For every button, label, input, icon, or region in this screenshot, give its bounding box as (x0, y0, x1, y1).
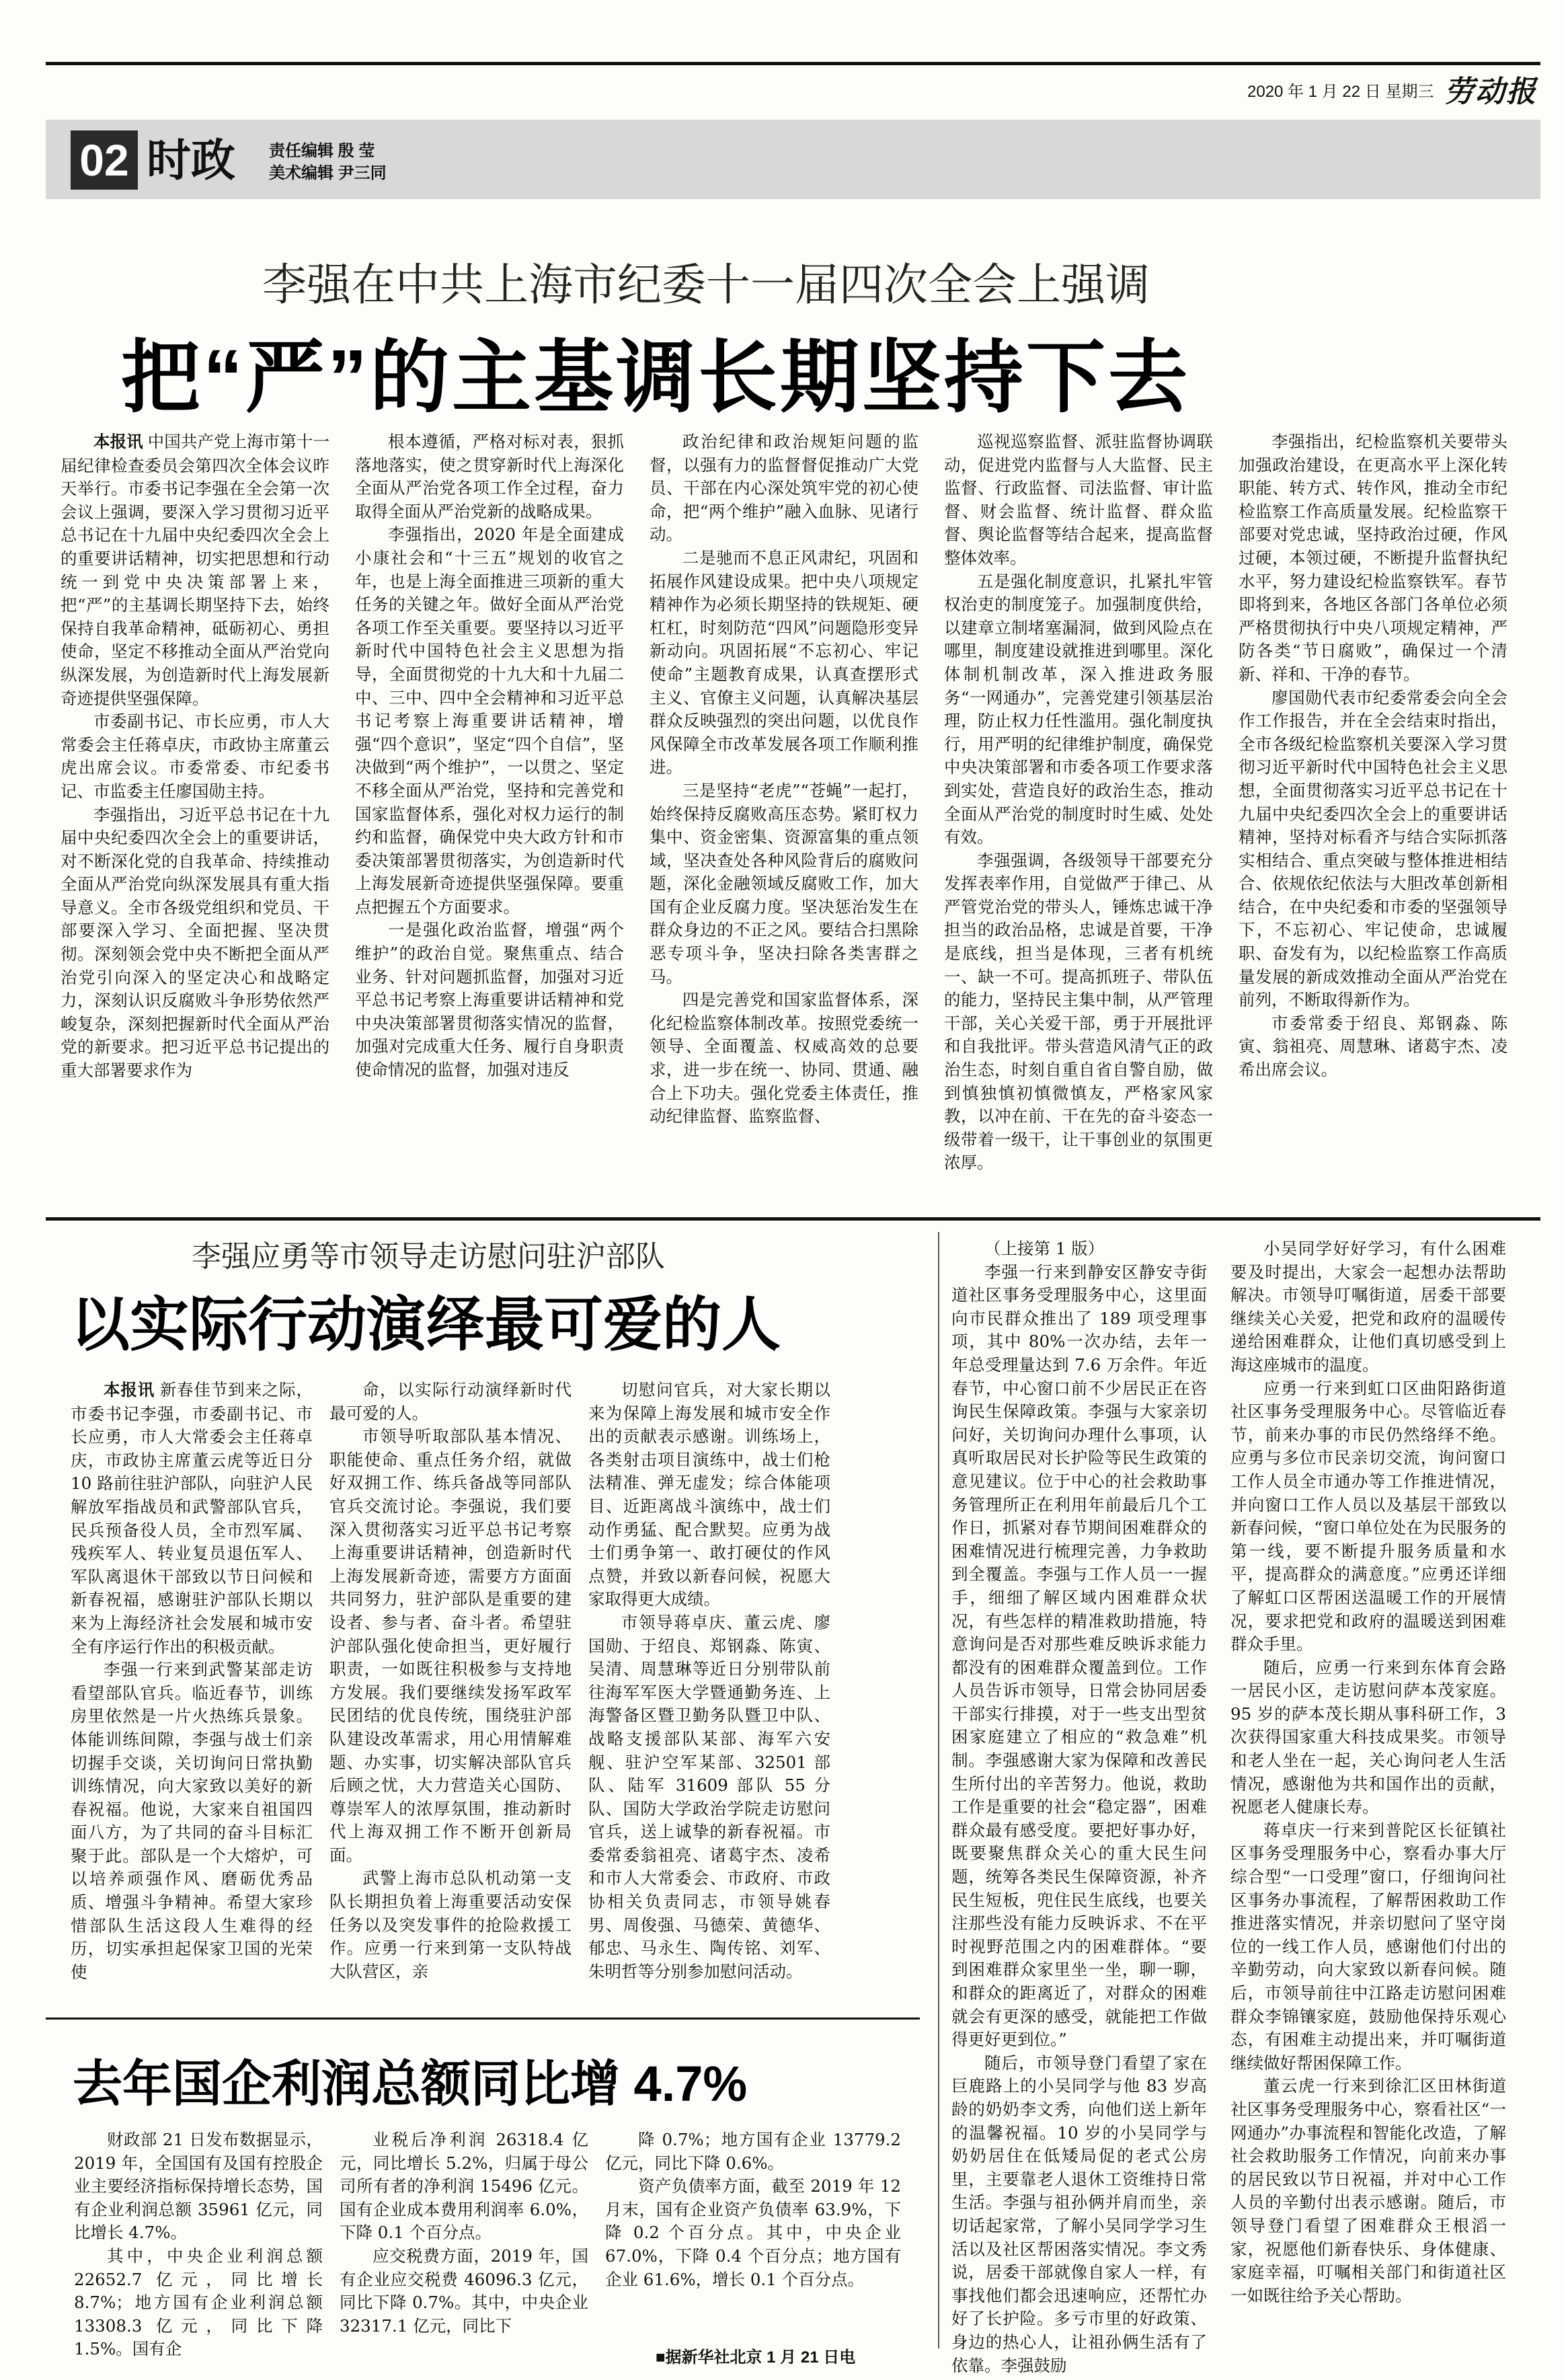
article3-headline: 去年国企利润总额同比增 4.7% (73, 2056, 748, 2112)
paragraph: 应交税费方面，2019 年，国有企业应交税费 46096.3 亿元，同比下降 0.7%。其中，中央企业 32317.1 亿元，同比下 (340, 2245, 588, 2336)
article2-column (588, 1379, 830, 2011)
paragraph: 本报讯 中国共产党上海市第十一届纪律检查委员会第四次全体会议昨天举行。市委书记李强在全会第一次会议上强调，要深入学习贯彻习近平总书记在十九届中央纪委四次全会上的重要讲话精神，切实把思想和行动统一到党中央决策部署上来，把“严”的主基调长期坚持下去，始终保持自我革命精神，砥砺初心、勇担使命，坚定不移推动全面从严治党向纵深发展，为创造新时代上海发展新奇迹提供坚强保障。 (61, 432, 330, 708)
paragraph: 应勇一行来到虹口区曲阳路街道社区事务受理服务中心。尽管临近春节，前来办事的市民仍然络绎不绝。应勇与多位市民亲切交流，询问窗口工作人员全市通办等工作推进情况，并向窗口工作人员以及基层干部致以新春问候，“窗口单位处在为民服务的第一线，要不断提升服务质量和水平，提高群众的满意度。”应勇还详细了解虹口区帮困送温暖工作的开展情况，要求把党和政府的温暖送到困难群众手里。 (1230, 1378, 1506, 1654)
paper-logo: 劳动报 (1444, 75, 1537, 109)
paragraph: 李强一行来到武警某部走访看望部队官兵。临近春节，训练房里依然是一片火热练兵景象。体能训练间隙，李强与战士们亲切握手交谈，关切询问日常执勤训练情况，向大家致以美好的新春祝福。他说，大家来自祖国四面八方，为了共同的奋斗目标汇聚于此。部队是一个大熔炉，可以培养顽强作风、磨砺优秀品质、增强斗争精神。希望大家珍惜部队生活这段人生难得的经历，切实承担起保家卫国的光荣使 (71, 1660, 313, 1982)
paragraph: 市委常委于绍良、郑钢淼、陈寅、翁祖亮、周慧琳、诸葛宇杰、凌希出席会议。 (1239, 1013, 1508, 1080)
article3-column (74, 2128, 323, 2371)
dateline: 本报讯 (104, 1381, 160, 1399)
top-rule (46, 62, 1540, 65)
paragraph: 一是强化政治监督，增强“两个维护”的政治自觉。聚焦重点、结合业务、针对问题抓监督，加强对习近平总书记考察上海重要讲话精神和党中央决策部署贯彻落实情况的监督，加强对完成重大任务、履行自身职责使命情况的监督，加强对违反 (355, 920, 624, 1080)
paragraph: 巡视巡察监督、派驻监督协调联动，促进党内监督与人大监督、民主监督、行政监督、司法监督、审计监督、财会监督、统计监督、群众监督、舆论监督等结合起来，提高监督整体效率。 (944, 432, 1213, 568)
paragraph: 随后，应勇一行来到东体育会路一居民小区，走访慰问萨本茂家庭。95 岁的萨本茂长期从事科研工作，3 次获得国家重大科技成果奖。市领导和老人坐在一起，关心询问老人生活情况，感谢他为共和国作出的贡献，祝愿老人健康长寿。 (1230, 1657, 1506, 1817)
paragraph: 政治纪律和政治规矩问题的监督，以强有力的监督督促推动广大党员、干部在内心深处筑牢党的初心使命，把“两个维护”融入血脉、见诸行动。 (650, 432, 918, 545)
paragraph: 市领导蒋卓庆、董云虎、廖国勋、于绍良、郑钢淼、陈寅、吴清、周慧琳等近日分别带队前往海军军医大学暨通勤务连、上海警备区暨卫勤务队暨卫中队、战略支援部队某部、海军六安舰、驻沪空军某部、32501 部队、陆军 31609 部队 55 分队、国防大学政治学院走访慰问官兵，送上诚挚的新春祝福。市委常委翁祖亮、诸葛宇杰、凌希和市人大常委会、市政府、市政协相关负责同志，市领导姚春男、周俊强、马德荣、黄德华、郁忠、马永生、陶传铭、刘军、朱明哲等分别参加慰问活动。 (588, 1612, 830, 1981)
paragraph: 小吴同学好好学习，有什么困难要及时提出，大家会一起想办法帮助解决。市领导叮嘱街道，居委干部要继续关心关爱，把党和政府的温暖传递给困难群众，让他们真切感受到上海这座城市的温度。 (1230, 1239, 1506, 1375)
paragraph: 二是驰而不息正风肃纪，巩固和拓展作风建设成果。把中央八项规定精神作为必须长期坚持的铁规矩、硬杠杠，时刻防范“四风”问题隐形变异新动向。巩固拓展“不忘初心、牢记使命”主题教育成果，认真查摆形式主义、官僚主义问题，认真解决基层群众反映强烈的突出问题，以优良作风保障全市改革发展各项工作顺利推进。 (650, 547, 918, 777)
paragraph: 随后，市领导登门看望了家在巨鹿路上的小吴同学与他 83 岁高龄的奶奶李文秀，向他们送上新年的温馨祝福。10 岁的小吴同学与奶奶居住在低矮局促的老式公房里，主要靠老人退休工资维持日常生活。李强与祖孙俩并肩而坐，亲切话起家常，了解小吴同学学习生活以及社区帮困落实情况。李文秀说，居委干部就像自家人一样，有事找他们都会迅速响应，还帮忙办好了长护险。多亏市里的好政策、身边的热心人，让祖孙俩生活有了依靠。李强鼓励 (951, 2052, 1207, 2375)
paragraph: 廖国勋代表市纪委常委会向全会作工作报告，并在全会结束时指出，全市各级纪检监察机关要深入学习贯彻习近平新时代中国特色社会主义思想，全面贯彻落实习近平总书记在十九届中央纪委四次全会上的重要讲话精神，坚持对标看齐与结合实际抓落实相结合、重点突破与整体推进相结合、依规依纪依法与大胆改革创新相结合，在中央纪委和市委的坚强领导下，不忘初心、牢记使命，忠诚履职、奋发有为，以纪检监察工作高质量发展的新成效推动全面从严治党在前列，不断取得新作为。 (1239, 687, 1508, 1010)
paragraph: 其中，中央企业利润总额 22652.7 亿元，同比增长 8.7%；地方国有企业利润总额 13308.3 亿元，同比下降 1.5%。国有企 (74, 2245, 323, 2359)
editor-credits (269, 140, 387, 184)
article2-column (329, 1379, 572, 2011)
article2-column (1230, 1237, 1506, 2347)
article1-headline: 把“严”的主基调长期坚持下去 (121, 334, 1191, 422)
paragraph: （上接第 1 版） (984, 1239, 1105, 1258)
paragraph: 四是完善党和国家监督体系，深化纪检监察体制改革。按照党委统一领导、全面覆盖、权威高效的总要求，进一步在统一、协同、贯通、融合上下功夫。强化党委主体责任，推动纪律监督、监察监督、 (650, 990, 918, 1126)
paragraph: 资产负债率方面，截至 2019 年 12 月末，国有企业资产负债率 63.9%，下降 0.2 个百分点。其中，中央企业 67.0%，下降 0.4 个百分点；地方国有企业 61.6%，增长 0.1 个百分点。 (605, 2176, 901, 2289)
art-editor-line: 美术编辑 尹三同 (269, 164, 387, 182)
article1-column (355, 430, 624, 1204)
page-number: 02 (71, 130, 138, 190)
section-divider (46, 1217, 1540, 1221)
column-divider (938, 1232, 939, 2348)
paragraph: 蒋卓庆一行来到普陀区长征镇社区事务受理服务中心，察看办事大厅综合型“一口受理”窗口，仔细询问社区事务办事流程，了解帮困救助工作推进落实情况，并亲切慰问了坚守岗位的一线工作人员，感谢他们付出的辛勤劳动，向大家致以新春问候。随后，市领导前往中江路走访慰问困难群众李锦镶家庭，鼓励他保持乐观心态，有困难主动提出来，并叮嘱街道继续做好帮困保障工作。 (1230, 1820, 1506, 2073)
paragraph: 李强指出，习近平总书记在十九届中央纪委四次全会上的重要讲话，对不断深化党的自我革命、持续推动全面从严治党向纵深发展具有重大指导意义。全市各级党组织和党员、干部要深入学习、全面把握、坚决贯彻。深刻领会党中央不断把全面从严治党引向深入的坚定决心和战略定力，深刻认识反腐败斗争形势依然严峻复杂，深刻把握新时代全面从严治党的新要求。把习近平总书记提出的重大部署要求作为 (61, 804, 329, 1081)
article2-column (71, 1379, 313, 2011)
article1-column (944, 430, 1213, 1204)
paragraph: 根本遵循，严格对标对表，狠抓落地落实，使之贯穿新时代上海深化全面从严治党各项工作全过程，奋力取得全面从严治党新的战略成果。 (355, 432, 624, 521)
article1-kicker: 李强在中共上海市纪委十一届四次全会上强调 (262, 260, 1150, 309)
paragraph: 五是强化制度意识，扎紧扎牢管权治吏的制度笼子。加强制度供给，以建章立制堵塞漏洞，做到风险点在哪里，制度建设就推进到哪里。深化体制机制改革，深入推进政务服务“一网通办”，完善党建引领基层治理，防止权力任性滥用。强化制度执行，用严明的纪律维护制度，确保党中央决策部署和市委各项工作要求落到实处，营造良好的政治生态，推动全面从严治党的制度时时生威、处处有效。 (944, 571, 1213, 847)
paragraph: 武警上海市总队机动第一支队长期担负着上海重要活动安保任务以及突发事件的抢险救援工作。应勇一行来到第一支队特战大队营区，亲 (329, 1868, 572, 1981)
paragraph: 董云虎一行来到徐汇区田林街道社区事务受理服务中心，察看社区“一网通办”办事流程和智能化改造，了解社会救助服务工作情况，向前来办事的居民致以节日祝福，并对中心工作人员的辛勤付出表示感谢。随后，市领导登门看望了困难群众王根滔一家，祝愿他们新春快乐、身体健康、家庭幸福，叮嘱相关部门和街道社区一如既往给予关心帮助。 (1230, 2076, 1506, 2305)
paragraph: 李强指出，2020 年是全面建成小康社会和“十三五”规划的收官之年，也是上海全面推进三项新的重大任务的关键之年。做好全面从严治党各项工作至关重要。要坚持以习近平新时代中国特色社会主义思想为指导，全面贯彻党的十九大和十九届二中、三中、四中全会精神和习近平总书记考察上海重要讲话精神，增强“四个意识”，坚定“四个自信”，坚决做到“两个维护”，一以贯之、坚定不移全面从严治党，坚持和完善党和国家监督体系，强化对权力运行的制约和监督，确保党中央大政方针和市委决策部署贯彻落实，为创造新时代上海发展新奇迹提供坚强保障。要重点把握五个方面要求。 (355, 525, 624, 917)
issue-date: 2020 年 1 月 22 日 星期三 (1247, 83, 1434, 101)
article3-column (340, 2128, 588, 2371)
paragraph: 市委副书记、市长应勇，市人大常委会主任蒋卓庆，市政协主席董云虎出席会议。市委常委、市纪委书记、市监委主任廖国勋主持。 (61, 712, 329, 801)
dateline: 本报讯 (93, 433, 148, 451)
paragraph: 切慰问官兵，对大家长期以来为保障上海发展和城市安全作出的贡献表示感谢。训练场上，各类射击项目演练中，战士们枪法精准、弹无虚发；综合体能项目、近距离战斗演练中，战士们动作勇猛、配合默契。应勇为战士们勇争第一、敢打硬仗的作风点赞，并致以新春问候，祝愿大家取得更大成绩。 (588, 1380, 830, 1609)
editor-line: 责任编辑 殷 莹 (269, 142, 375, 160)
article3-source: ■据新华社北京 1 月 21 日电 (656, 2348, 856, 2367)
article2-kicker: 李强应勇等市领导走访慰问驻沪部队 (192, 1240, 665, 1273)
article3-column (605, 2128, 901, 2337)
paragraph: 李强一行来到静安区静安寺街道社区事务受理服务中心，这里面向市民群众推出了 189 项受理事项，其中 80%一次办结，去年一年总受理量达到 7.6 万余件。年近春节，中心窗口前不少居民正在咨询民生保障政策。李强与大家亲切问好，关切询问办理什么事项，认真听取居民对长护险等民生政策的意见建议。位于中心的社会救助事务管理所正在利用年前最后几个工作日，抓紧对春节期间困难群众的困难情况进行梳理完善，力争救助到全覆盖。李强与工作人员一一握手，细细了解区域内困难群众状况，有些怎样的精准救助措施，特意询问是否对那些难反映诉求能力都没有的困难群众覆盖到位。工作人员告诉市领导，日常会协同居委干部实行排摸，对于一些支出型贫困家庭建立了相应的“救急难”机制。李强感谢大家为保障和改善民生所付出的辛苦努力。他说，救助工作是重要的社会“稳定器”，困难群众最有感受度。要把好事办好，既要聚焦群众关心的重大民生问题，统筹各类民生保障资源，补齐民生短板，兜住民生底线，也要关注那些没有能力反映诉求、不在平时视野范围之内的困难群体。“要到困难群众家里坐一坐，聊一聊，和群众的距离近了，对群众的困难就会有更深的感受，就能把工作做得更好更到位。” (951, 1262, 1207, 2050)
article3-top-rule (46, 2018, 920, 2020)
paragraph: 李强强调，各级领导干部要充分发挥表率作用，自觉做严于律己、从严管党治党的带头人，锤炼忠诚干净担当的政治品格，忠诚是首要，干净是底线，担当是体现，三者有机统一、缺一不可。提高抓班子、带队伍的能力，坚持民主集中制，从严管理干部，关心关爱干部，勇于开展批评和自我批评。带头营造风清气正的政治生态，时刻自重自省自警自励，做到慎独慎初慎微慎友，严格家风家教，以冲在前、干在先的奋斗姿态一级带着一级干，让干事创业的氛围更浓厚。 (944, 850, 1213, 1173)
article2-column (951, 1237, 1207, 2375)
paragraph: 市领导听取部队基本情况、职能使命、重点任务介绍，就做好双拥工作、练兵备战等同部队官兵交流讨论。李强说，我们要深入贯彻落实习近平总书记考察上海重要讲话精神，创造新时代上海发展新奇迹，需要方方面面共同努力，驻沪部队是重要的建设者、参与者、奋斗者。希望驻沪部队强化使命担当，更好履行职责，一如既往积极参与支持地方发展。我们要继续发扬军政军民团结的优良传统，围绕驻沪部队建设改革需求，用心用情解难题、办实事，切实解决部队官兵后顾之忧，大力营造关心国防、尊崇军人的浓厚氛围，推动新时代上海双拥工作不断开创新局面。 (329, 1426, 572, 1865)
section-title: 时政 (147, 134, 235, 186)
paragraph: 命，以实际行动演绎新时代最可爱的人。 (329, 1380, 572, 1423)
paragraph: 三是坚持“老虎”“苍蝇”一起打，始终保持反腐败高压态势。紧盯权力集中、资金密集、资源富集的重点领域，坚决查处各种风险背后的腐败问题，深化金融领域反腐败工作，加大国有企业反腐力度。坚决惩治发生在群众身边的不正之风。要结合扫黑除恶专项斗争，坚决扫除各类害群之马。 (650, 780, 918, 987)
paragraph: 降 0.7%；地方国有企业 13779.2 亿元，同比下降 0.6%。 (605, 2130, 901, 2173)
article1-column (1239, 430, 1508, 1204)
paragraph: 业税后净利润 26318.4 亿元，同比增长 5.2%，归属于母公司所有者的净利润 15496 亿元。国有企业成本费用利润率 6.0%，下降 0.1 个百分点。 (340, 2130, 588, 2243)
article2-headline: 以实际行动演绎最可爱的人 (71, 1291, 781, 1358)
paragraph: 本报讯 新春佳节到来之际，市委书记李强，市委副书记、市长应勇，市人大常委会主任蒋卓庆，市政协主席董云虎等近日分 10 路前往驻沪部队，向驻沪人民解放军指战员和武警部队官兵，民兵预备役人员，全市烈军属、残疾军人、转业复员退伍军人、军队离退休干部致以节日问候和新春祝福，感谢驻沪部队长期以来为上海经济社会发展和城市安全有序运行作出的积极贡献。 (71, 1380, 313, 1656)
article1-column (650, 430, 918, 1204)
article1-column (61, 430, 329, 1204)
paragraph: 财政部 21 日发布数据显示，2019 年，全国国有及国有控股企业主要经济指标保持增长态势，国有企业利润总额 35961 亿元，同比增长 4.7%。 (74, 2130, 323, 2243)
paragraph: 李强指出，纪检监察机关要带头加强政治建设，在更高水平上深化转职能、转方式、转作风，推动全市纪检监察工作高质量发展。纪检监察干部要对党忠诚，坚持政治过硬，作风过硬，本领过硬，不断提升监督执纪水平，努力建设纪检监察铁军。春节即将到来，各地区各部门各单位必须严格贯彻执行中央八项规定精神，严防各类“节日腐败”，确保过一个清新、祥和、干净的春节。 (1239, 432, 1508, 684)
